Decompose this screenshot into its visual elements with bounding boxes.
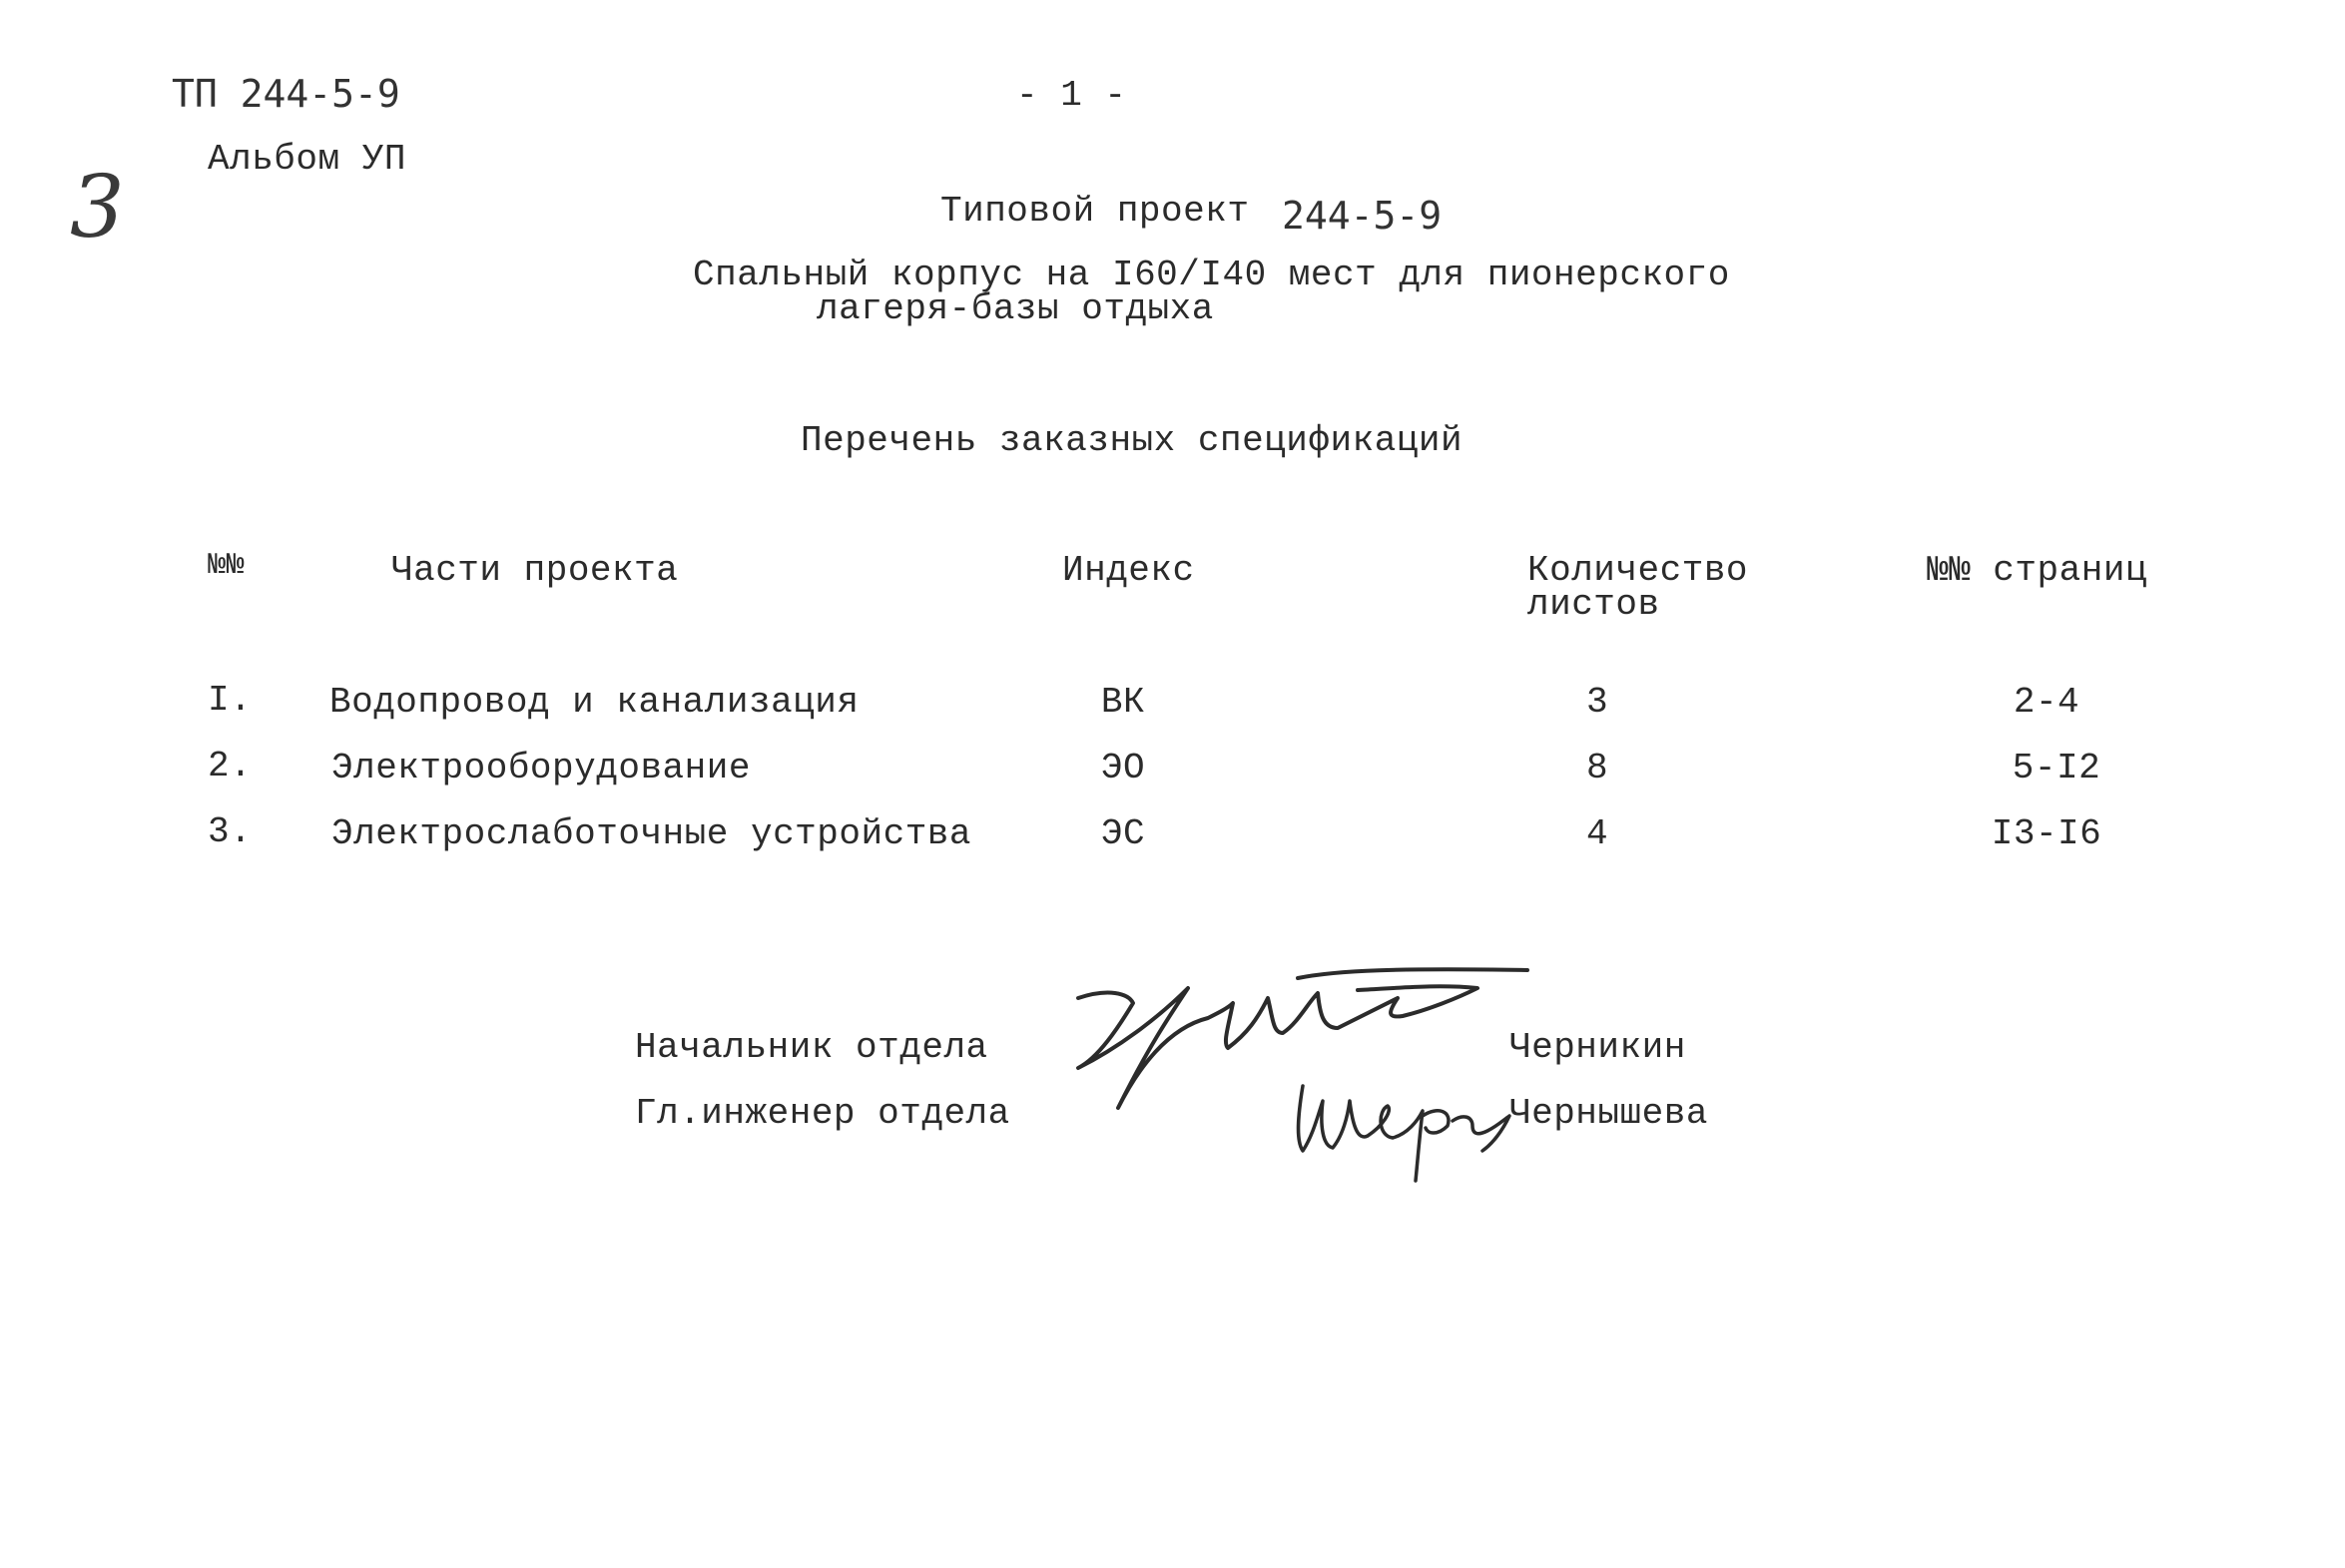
list-title: Перечень заказных спецификаций xyxy=(801,420,1464,461)
row-part: Электрослаботочные устройства xyxy=(331,813,972,854)
header-pages: №№ страниц xyxy=(1927,550,2148,591)
album-label: Альбом УП xyxy=(208,139,406,180)
row-number: 3. xyxy=(208,811,253,852)
row-part: Электрооборудование xyxy=(331,748,751,788)
row-index: ВК xyxy=(1100,682,1146,723)
project-number: 244-5-9 xyxy=(1282,194,1443,238)
row-pages: 2-4 xyxy=(2013,682,2080,723)
row-pages: I3-I6 xyxy=(1991,813,2102,854)
header-number: №№ xyxy=(208,549,246,583)
handwritten-mark: 3 xyxy=(70,158,125,258)
project-label: Типовой проект xyxy=(940,191,1250,232)
header-index: Индекс xyxy=(1062,550,1195,591)
signature-chief-engineer xyxy=(1288,1066,1527,1186)
project-description-line2: лагеря-базы отдыха xyxy=(817,288,1214,329)
row-number: I. xyxy=(208,680,253,721)
row-part: Водопровод и канализация xyxy=(329,682,860,723)
page-number: - 1 - xyxy=(1016,75,1127,116)
header-parts: Части проекта xyxy=(391,550,679,591)
row-sheets: 3 xyxy=(1585,682,1609,723)
signer-name-head: Черникин xyxy=(1509,1027,1686,1068)
tp-code: ТП 244-5-9 xyxy=(172,72,400,116)
signer-name-engineer: Чернышева xyxy=(1509,1093,1708,1134)
row-index: ЭО xyxy=(1100,748,1146,788)
row-index: ЭС xyxy=(1100,813,1146,854)
row-pages: 5-I2 xyxy=(2012,748,2101,788)
row-sheets: 8 xyxy=(1585,748,1609,788)
row-sheets: 4 xyxy=(1585,813,1609,854)
project-description-line1: Спальный корпус на I60/I40 мест для пионерского xyxy=(693,255,1730,295)
header-sheets-line2: листов xyxy=(1527,584,1660,625)
row-number: 2. xyxy=(208,746,253,786)
signer-role-engineer: Гл.инженер отдела xyxy=(635,1093,1010,1134)
signer-role-head: Начальник отдела xyxy=(635,1027,988,1068)
header-sheets-line1: Количество xyxy=(1527,550,1749,591)
